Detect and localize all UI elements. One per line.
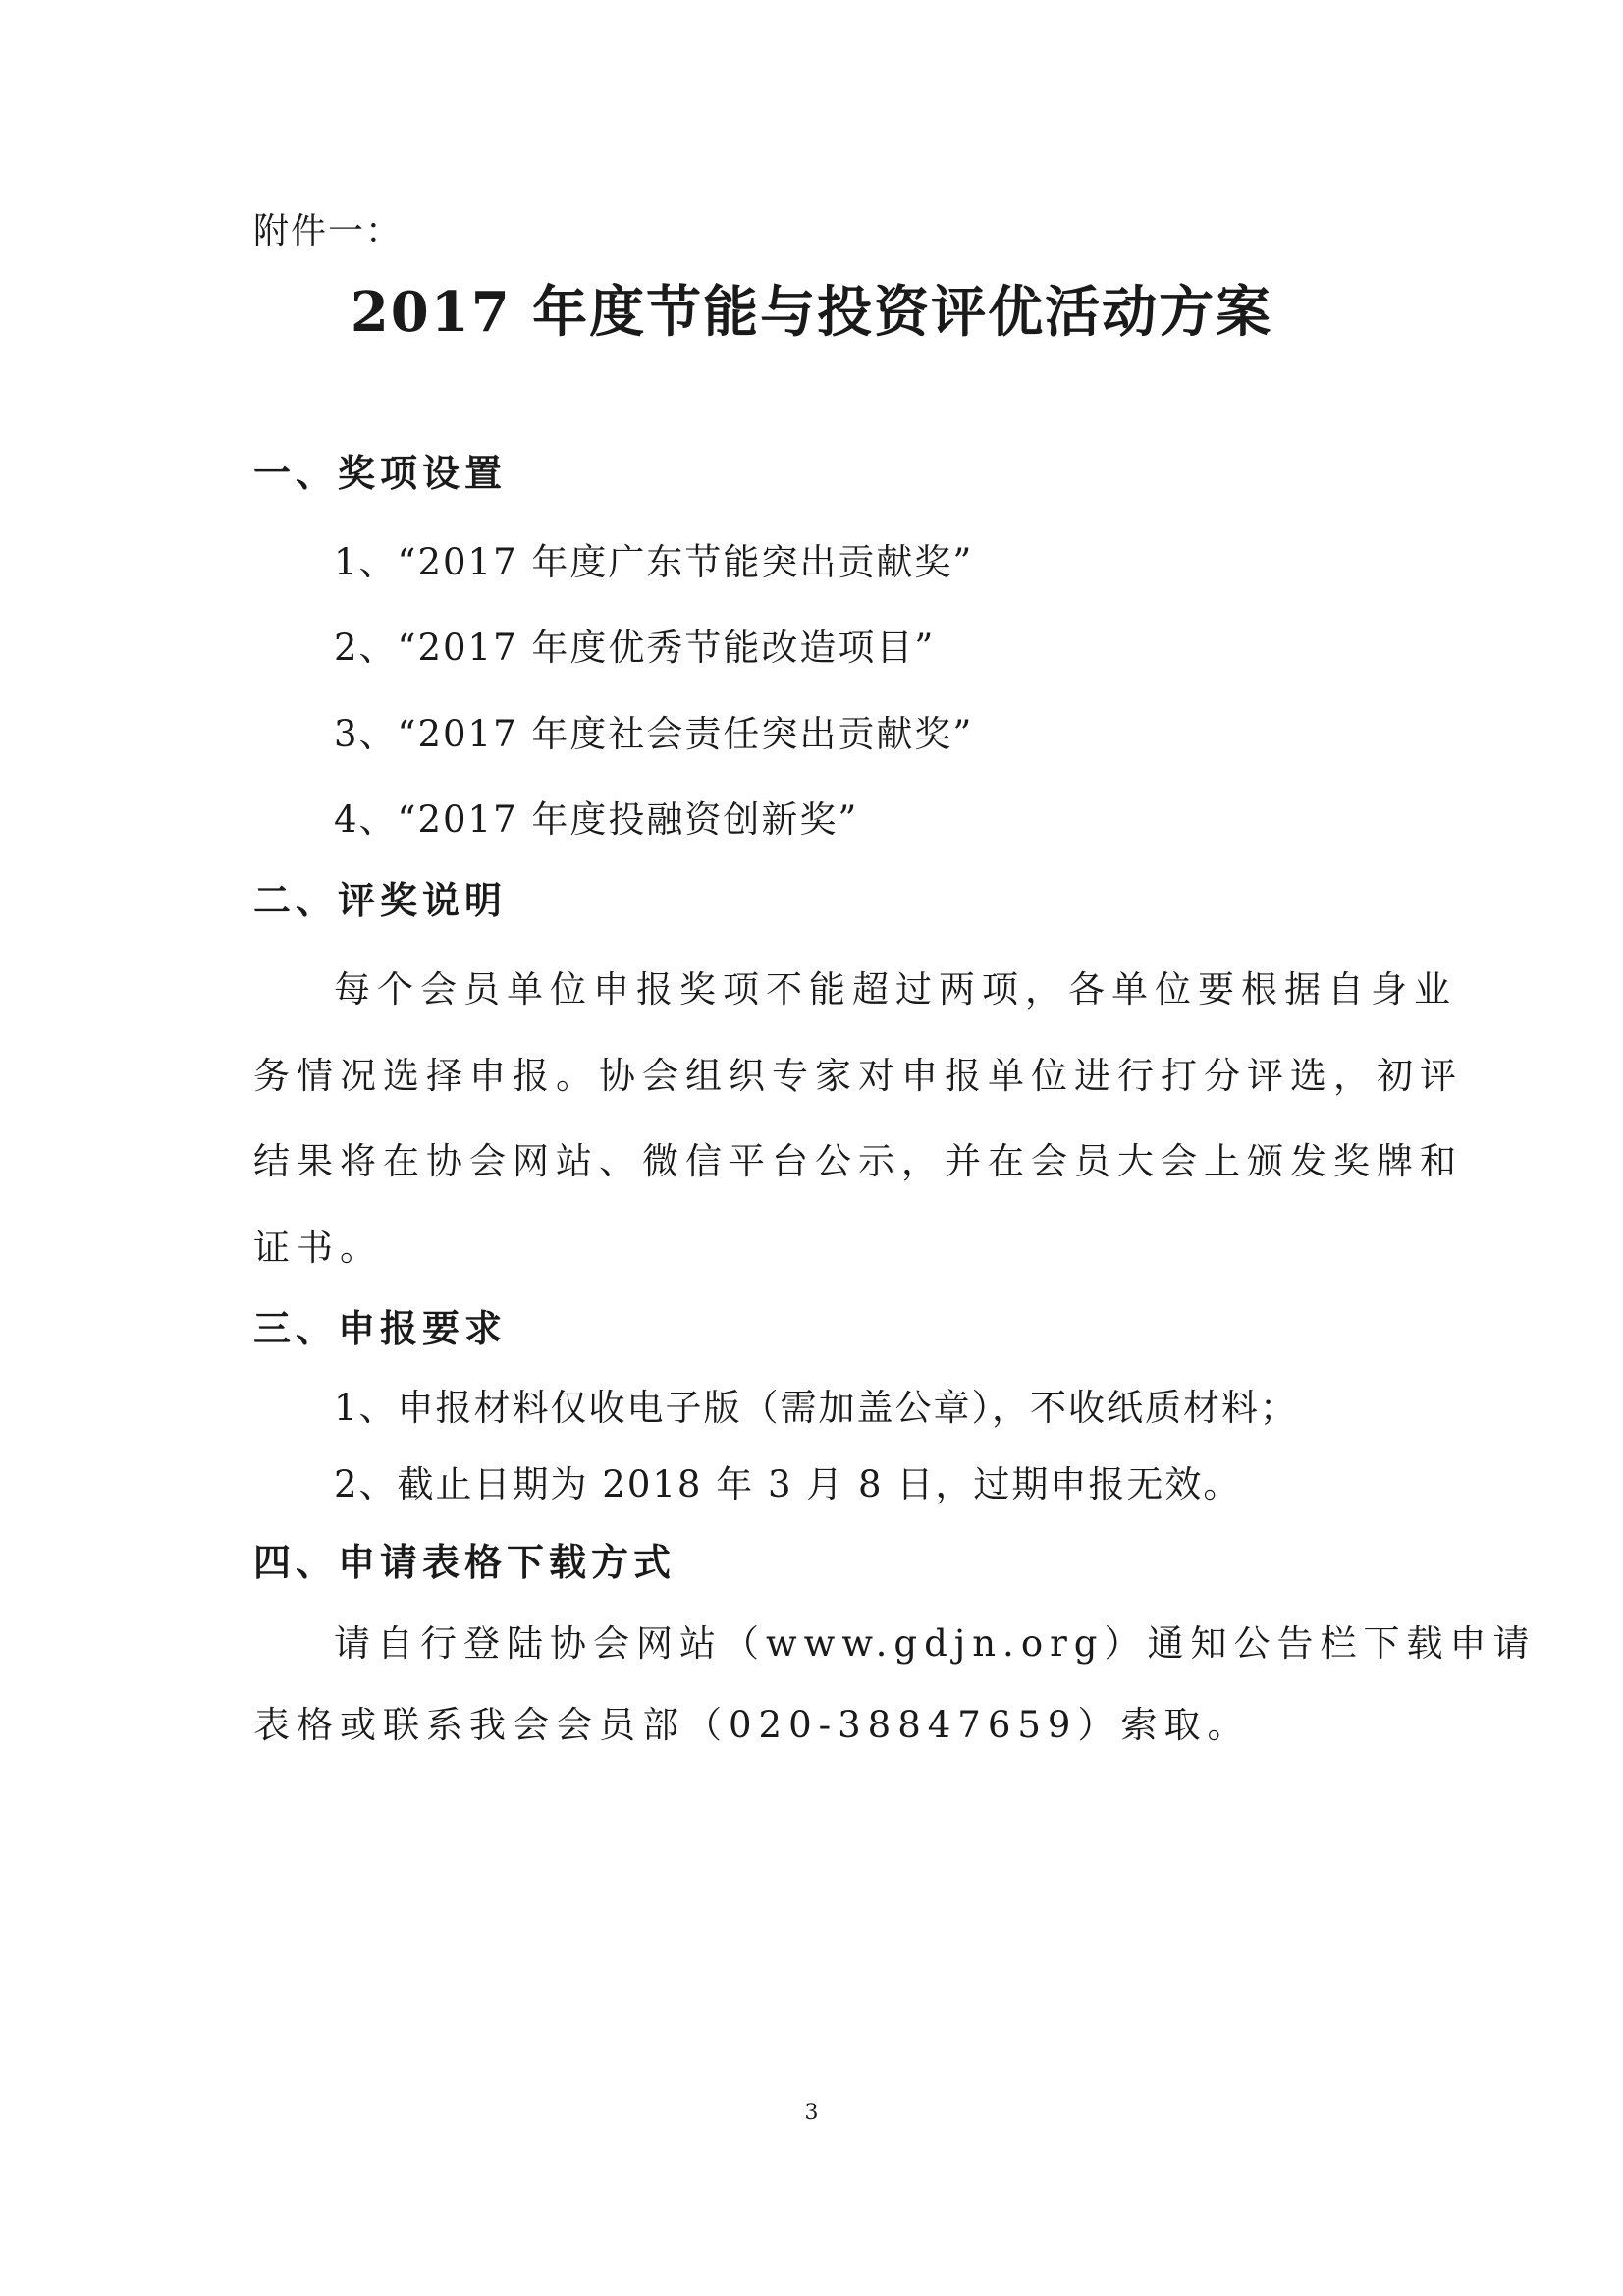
paragraph-line: 证书。 <box>253 1227 383 1269</box>
award-item: 3、“2017 年度社会责任突出贡献奖” <box>334 713 974 755</box>
paragraph-line: 每个会员单位申报奖项不能超过两项，各单位要根据自身业 <box>334 968 1457 1011</box>
section-heading-evaluation: 二、评奖说明 <box>253 878 508 922</box>
document-title: 2017 年度节能与投资评优活动方案 <box>350 280 1273 345</box>
section-heading-awards: 一、奖项设置 <box>253 451 508 495</box>
section-heading-download: 四、申请表格下载方式 <box>253 1540 676 1584</box>
award-item: 1、“2017 年度广东节能突出贡献奖” <box>334 541 974 583</box>
page-number: 3 <box>804 2101 819 2125</box>
section-heading-requirements: 三、申报要求 <box>253 1306 508 1350</box>
paragraph-line: 请自行登陆协会网站（www.gdjn.org）通知公告栏下载申请 <box>334 1622 1537 1665</box>
requirement-item: 1、申报材料仅收电子版（需加盖公章），不收纸质材料； <box>334 1387 1299 1429</box>
paragraph-line: 结果将在协会网站、微信平台公示，并在会员大会上颁发奖牌和 <box>253 1140 1463 1182</box>
award-item: 2、“2017 年度优秀节能改造项目” <box>334 627 936 669</box>
award-item: 4、“2017 年度投融资创新奖” <box>334 798 859 841</box>
paragraph-line: 表格或联系我会会员部（020-38847659）索取。 <box>253 1704 1251 1746</box>
requirement-item: 2、截止日期为 2018 年 3 月 8 日，过期申报无效。 <box>334 1463 1242 1505</box>
paragraph-line: 务情况选择申报。协会组织专家对申报单位进行打分评选，初评 <box>253 1055 1463 1097</box>
attachment-label: 附件一： <box>253 211 404 251</box>
